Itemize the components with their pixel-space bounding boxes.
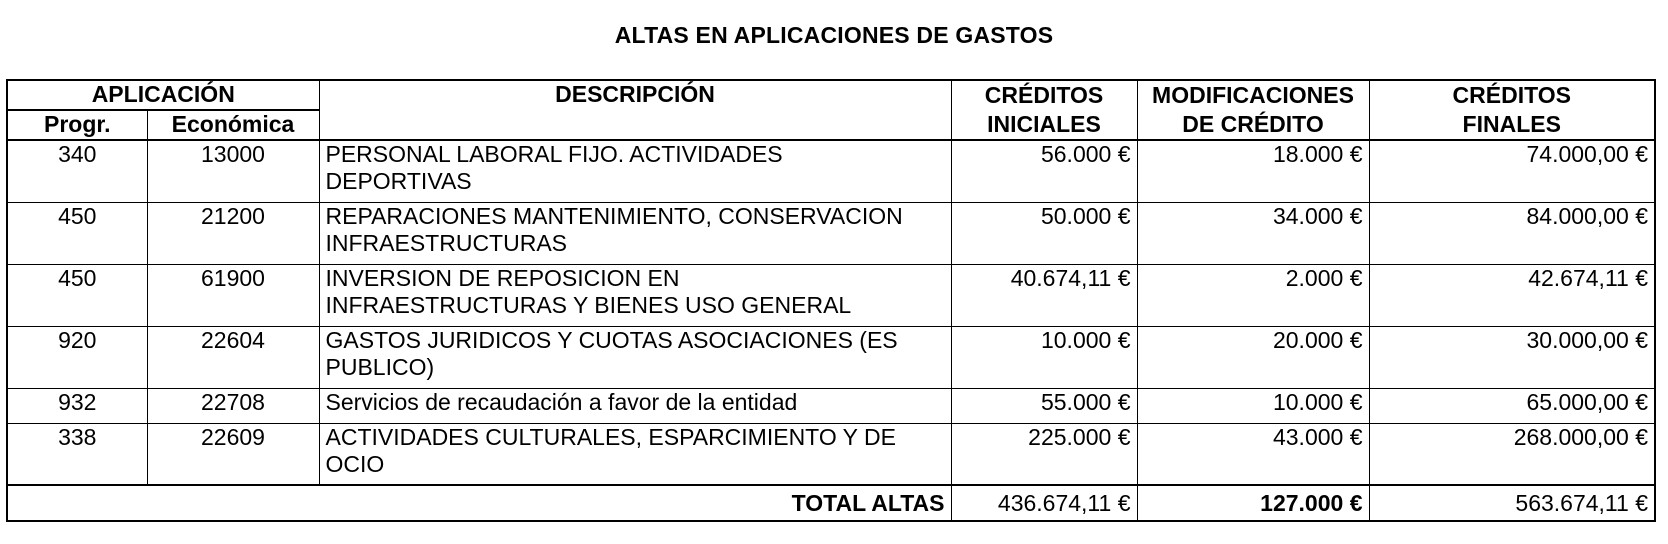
cell-progr: 920 — [7, 326, 147, 388]
descripcion-line1: Servicios de recaudación a favor de la entidad — [325, 388, 798, 415]
cell-economica: 21200 — [147, 202, 319, 264]
cell-progr: 338 — [7, 423, 147, 485]
cell-modificaciones: 34.000 € — [1137, 202, 1369, 264]
cell-creditos-finales: 30.000,00 € — [1369, 326, 1655, 388]
total-creditos-iniciales: 436.674,11 € — [951, 485, 1137, 521]
cell-descripcion — [319, 202, 951, 264]
page-title: ALTAS EN APLICACIONES DE GASTOS — [614, 22, 1054, 48]
cell-modificaciones: 10.000 € — [1137, 388, 1369, 423]
cell-progr: 340 — [7, 140, 147, 202]
cell-modificaciones: 43.000 € — [1137, 423, 1369, 485]
total-label: TOTAL ALTAS — [7, 485, 951, 521]
table-row — [7, 264, 1655, 326]
header-row — [7, 80, 1655, 110]
cell-creditos-finales: 84.000,00 € — [1369, 202, 1655, 264]
altas-table — [6, 79, 1656, 522]
header-creditos-iniciales-line2: INICIALES — [987, 111, 1101, 137]
descripcion-line2: OCIO — [325, 450, 385, 477]
header-descripcion: DESCRIPCIÓN — [319, 80, 951, 140]
descripcion-line1: INVERSION DE REPOSICION EN — [325, 264, 680, 291]
descripcion-line2: DEPORTIVAS — [325, 168, 472, 194]
descripcion-line2: INFRAESTRUCTURAS Y BIENES USO GENERAL — [325, 291, 852, 318]
descripcion-line1: ACTIVIDADES CULTURALES, ESPARCIMIENTO Y DE — [325, 423, 896, 450]
cell-modificaciones: 2.000 € — [1137, 264, 1369, 326]
cell-modificaciones: 20.000 € — [1137, 326, 1369, 388]
header-creditos-iniciales — [951, 80, 1137, 140]
header-creditos-finales — [1369, 80, 1655, 140]
cell-progr: 450 — [7, 202, 147, 264]
total-creditos-finales: 563.674,11 € — [1369, 485, 1655, 521]
cell-creditos-finales: 42.674,11 € — [1369, 264, 1655, 326]
cell-economica: 61900 — [147, 264, 319, 326]
cell-progr: 450 — [7, 264, 147, 326]
cell-modificaciones: 18.000 € — [1137, 140, 1369, 202]
cell-creditos-iniciales: 56.000 € — [951, 140, 1137, 202]
header-creditos-finales-line2: FINALES — [1462, 111, 1561, 137]
descripcion-line1: PERSONAL LABORAL FIJO. ACTIVIDADES — [325, 141, 783, 167]
cell-creditos-iniciales: 55.000 € — [951, 388, 1137, 423]
cell-creditos-iniciales: 10.000 € — [951, 326, 1137, 388]
total-row — [7, 485, 1655, 521]
table-row — [7, 388, 1655, 423]
header-modificaciones-line1: MODIFICACIONES — [1152, 82, 1354, 108]
cell-creditos-iniciales: 50.000 € — [951, 202, 1137, 264]
descripcion-line1: REPARACIONES MANTENIMIENTO, CONSERVACION — [325, 202, 903, 229]
header-creditos-finales-line1: CRÉDITOS — [1452, 82, 1571, 108]
cell-economica: 22708 — [147, 388, 319, 423]
table-row — [7, 140, 1655, 202]
header-modificaciones-line2: DE CRÉDITO — [1182, 111, 1324, 137]
cell-descripcion — [319, 326, 951, 388]
cell-descripcion — [319, 140, 951, 202]
header-modificaciones — [1137, 80, 1369, 140]
cell-descripcion — [319, 423, 951, 485]
cell-economica: 22604 — [147, 326, 319, 388]
cell-creditos-iniciales: 40.674,11 € — [951, 264, 1137, 326]
cell-descripcion — [319, 264, 951, 326]
cell-descripcion — [319, 388, 951, 423]
cell-progr: 932 — [7, 388, 147, 423]
descripcion-line2: PUBLICO) — [325, 353, 435, 380]
descripcion-line1: GASTOS JURIDICOS Y CUOTAS ASOCIACIONES (ES — [325, 326, 898, 353]
table-row — [7, 423, 1655, 485]
table-row — [7, 326, 1655, 388]
header-progr: Progr. — [7, 110, 147, 140]
descripcion-line2: INFRAESTRUCTURAS — [325, 229, 568, 256]
cell-economica: 13000 — [147, 140, 319, 202]
cell-creditos-finales: 65.000,00 € — [1369, 388, 1655, 423]
cell-creditos-finales: 268.000,00 € — [1369, 423, 1655, 485]
cell-creditos-finales: 74.000,00 € — [1369, 140, 1655, 202]
table-row — [7, 202, 1655, 264]
cell-economica: 22609 — [147, 423, 319, 485]
header-creditos-iniciales-line1: CRÉDITOS — [984, 82, 1104, 108]
header-economica: Económica — [147, 110, 319, 140]
cell-creditos-iniciales: 225.000 € — [951, 423, 1137, 485]
header-aplicacion: APLICACIÓN — [7, 80, 319, 110]
total-modificaciones: 127.000 € — [1137, 485, 1369, 521]
